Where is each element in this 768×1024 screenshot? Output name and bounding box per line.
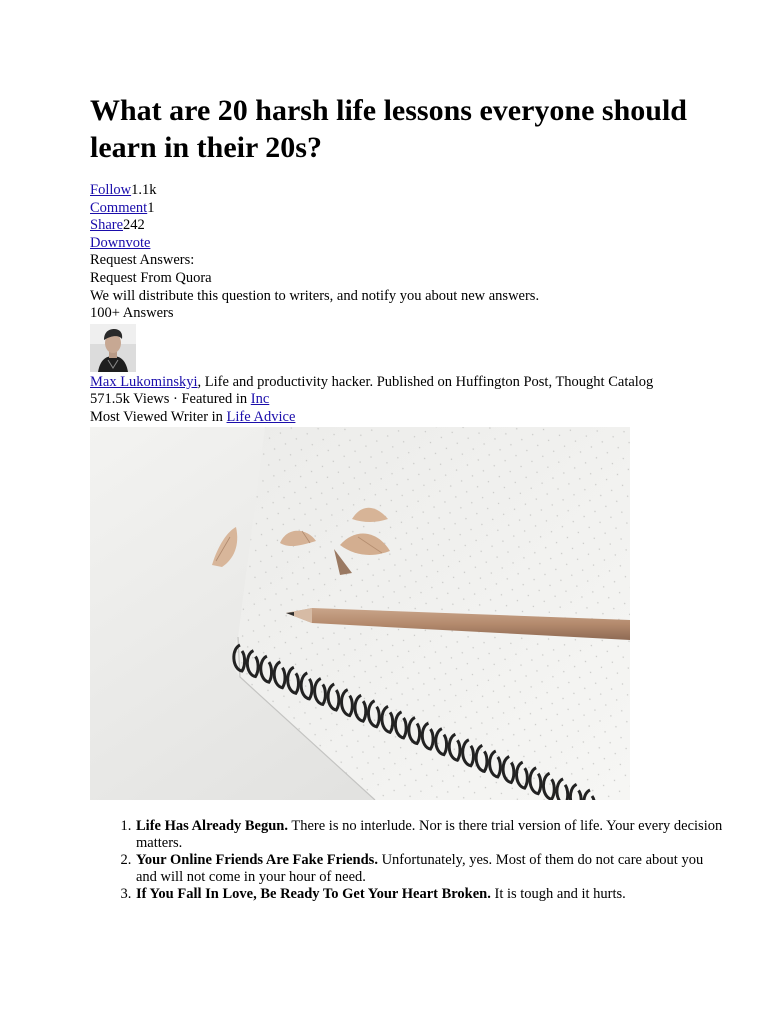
author-name-link[interactable]: Max Lukominskyi [90,373,198,390]
lesson-text: It is tough and it hurts. [490,886,626,902]
list-item [135,886,725,903]
list-item [135,852,725,886]
comment-count: 1 [147,199,155,216]
answers-count: 100+ Answers [90,305,174,322]
request-description: We will distribute this question to writers, and notify you about new answers. [90,287,540,304]
topic-link[interactable]: Life Advice [226,408,296,425]
share-link[interactable]: Share [90,217,124,234]
question-title: What are 20 harsh life lessons everyone should learn in their 20s? [90,94,687,164]
author-avatar[interactable] [90,324,136,372]
question-meta [90,182,730,427]
comment-link[interactable]: Comment [90,199,148,216]
list-item [135,818,725,852]
follow-link[interactable]: Follow [90,182,132,198]
author-views-row [90,391,730,409]
share-row [90,217,730,235]
follow-row [90,182,730,200]
downvote-link[interactable]: Downvote [90,234,151,251]
follow-count: 1.1k [131,182,157,198]
author-line [90,374,730,392]
request-from: Request From Quora [90,269,212,286]
comment-row [90,200,730,218]
request-heading: Request Answers: [90,252,195,269]
lessons-list [90,818,725,903]
lesson-text: Unfortunately, yes. Most of them do not care about you and will not come in your hour of need. [136,852,704,885]
most-viewed-label: Most Viewed Writer in [90,408,227,425]
lesson-text: There is no interlude. Nor is there trial version of life. Your every decision matters. [136,818,723,851]
notebook-pencil-image [90,427,630,800]
author-views: 571.5k Views · Featured in [90,391,251,408]
share-count: 242 [123,217,145,234]
lesson-heading: Life Has Already Begun. [136,818,288,834]
featured-in-link[interactable]: Inc [250,391,270,408]
lesson-heading: Your Online Friends Are Fake Friends. [136,852,378,868]
most-viewed-row [90,409,730,427]
downvote-row [90,235,730,253]
lesson-heading: If You Fall In Love, Be Ready To Get Your Heart Broken. [136,886,491,902]
author-bio: , Life and productivity hacker. Published on Huffington Post, Thought Catalog [197,373,654,390]
